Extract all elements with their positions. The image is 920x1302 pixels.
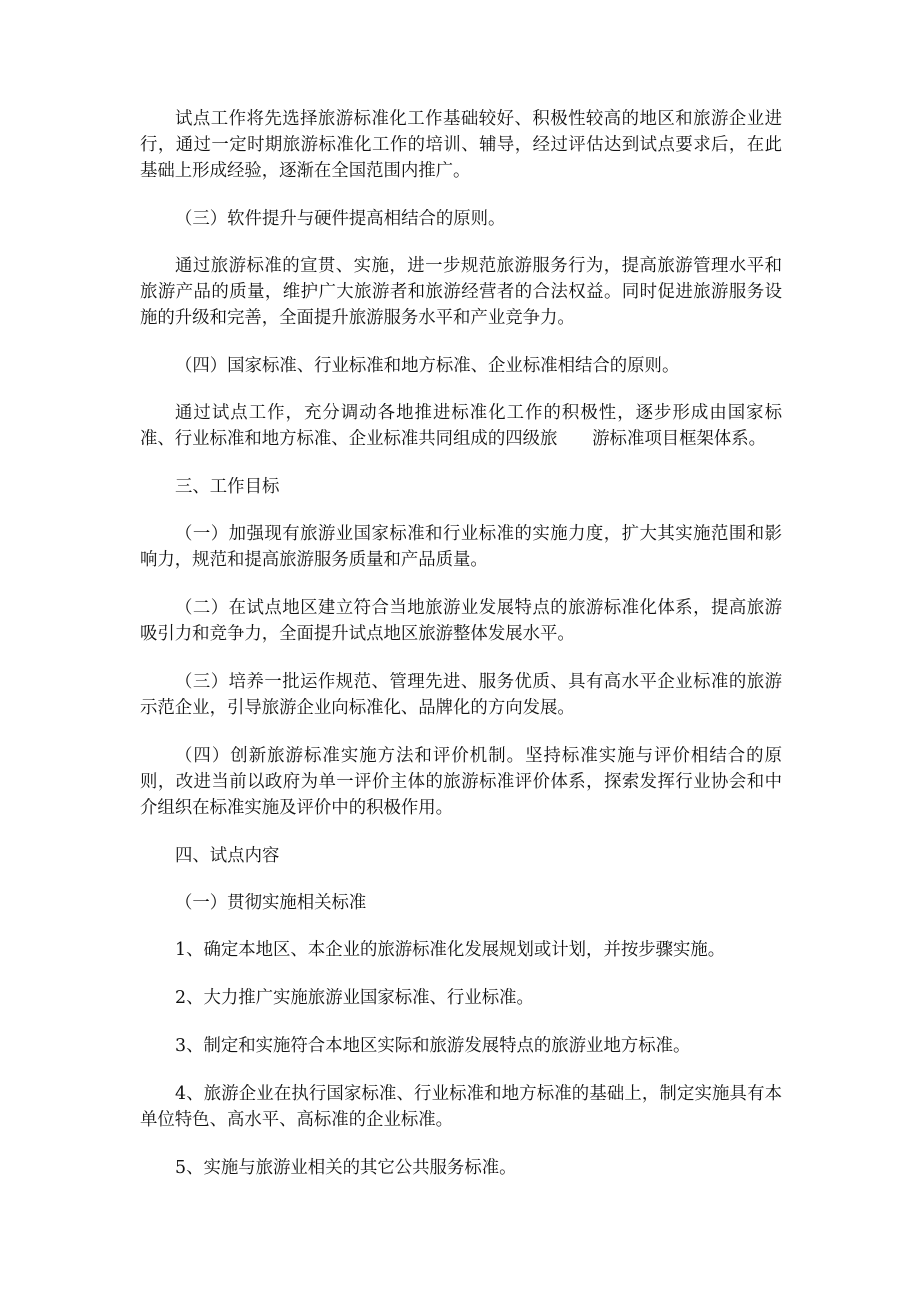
heading-work-goals: 三、工作目标 [175, 477, 280, 497]
list-item-4: 4、旅游企业在执行国家标准、行业标准和地方标准的基础上，制定实施具有本单位特色、高水平、高标准的企业标准。 [140, 1084, 782, 1130]
heading-pilot-content: 四、试点内容 [175, 846, 280, 866]
heading-implement-standards: （一）贯彻实施相关标准 [175, 893, 367, 913]
document-body [140, 106, 782, 1203]
paragraph-standards-implementation: 通过旅游标准的宣贯、实施，进一步规范旅游服务行为，提高旅游管理水平和旅游产品的质量，维护广大旅游者和旅游经营者的合法权益。同时促进旅游服务设施的升级和完善，全面提升旅游服务水平和产业竞争力。 [140, 256, 782, 328]
paragraph-pilot-selection: 试点工作将先选择旅游标准化工作基础较好、积极性较高的地区和旅游企业进行，通过一定时期旅游标准化工作的培训、辅导，经过评估达到试点要求后，在此基础上形成经验，逐渐在全国范围内推广。 [140, 109, 782, 181]
paragraph-goal-3: （三）培养一批运作规范、管理先进、服务优质、具有高水平企业标准的旅游示范企业，引导旅游企业向标准化、品牌化的方向发展。 [140, 672, 782, 718]
paragraph-goal-4: （四）创新旅游标准实施方法和评价机制。坚持标准实施与评价相结合的原则，改进当前以政府为单一评价主体的旅游标准评价体系，探索发挥行业协会和中介组织在标准实施及评价中的积极作用。 [140, 746, 782, 818]
list-item-5: 5、实施与旅游业相关的其它公共服务标准。 [175, 1158, 517, 1178]
list-item-3: 3、制定和实施符合本地区实际和旅游发展特点的旅游业地方标准。 [175, 1036, 691, 1056]
paragraph-goal-2: （二）在试点地区建立符合当地旅游业发展特点的旅游标准化体系，提高旅游吸引力和竞争力，全面提升试点地区旅游整体发展水平。 [140, 598, 782, 644]
paragraph-four-level-system: 通过试点工作，充分调动各地推进标准化工作的积极性，逐步形成由国家标准、行业标准和地方标准、企业标准共同组成的四级旅 游标准项目框架体系。 [140, 403, 782, 449]
heading-principle-3: （三）软件提升与硬件提高相结合的原则。 [175, 209, 506, 229]
list-item-2: 2、大力推广实施旅游业国家标准、行业标准。 [175, 988, 534, 1008]
paragraph-goal-1: （一）加强现有旅游业国家标准和行业标准的实施力度，扩大其实施范围和影响力，规范和提高旅游服务质量和产品质量。 [140, 524, 782, 570]
heading-principle-4: （四）国家标准、行业标准和地方标准、企业标准相结合的原则。 [175, 356, 680, 376]
list-item-1: 1、确定本地区、本企业的旅游标准化发展规划或计划，并按步骤实施。 [175, 940, 726, 960]
